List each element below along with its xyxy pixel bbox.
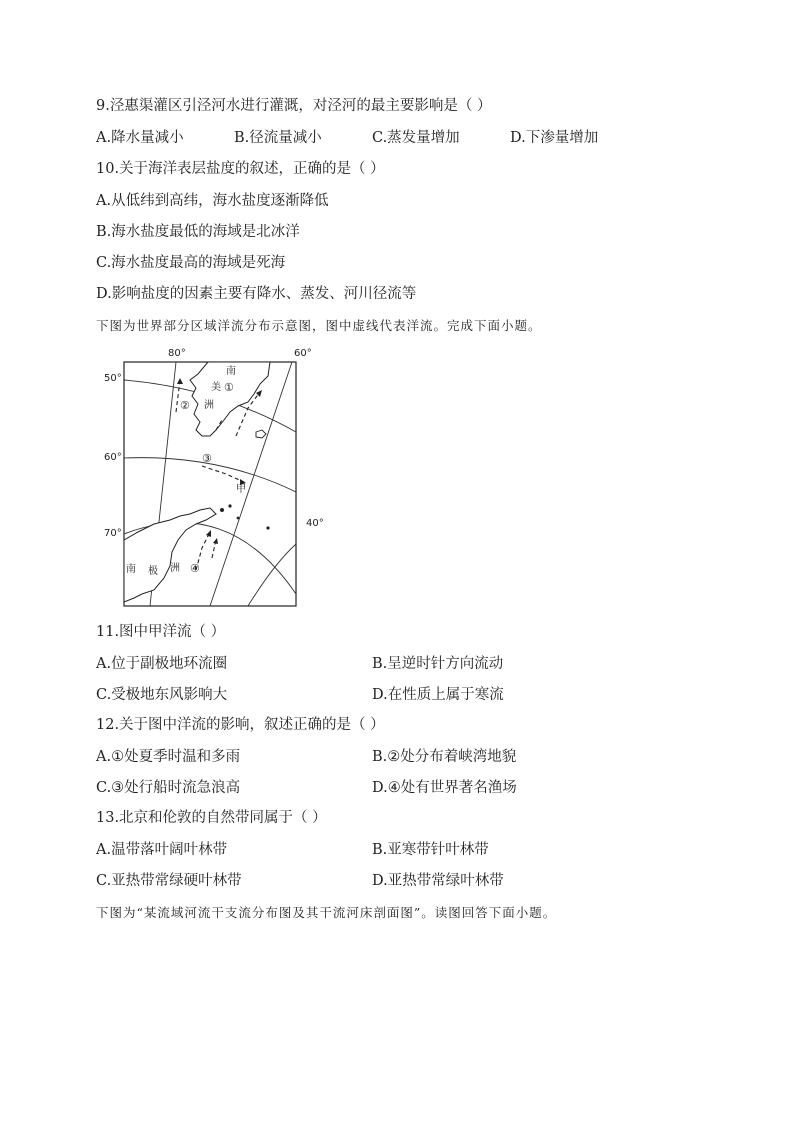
q12-option-c: C.③处行船时流急浪高 xyxy=(96,780,241,796)
jia-label: 甲 xyxy=(236,484,246,495)
q10-stem: 10.关于海洋表层盐度的叙述，正确的是（ ） xyxy=(96,161,385,177)
lat-label-50: 50° xyxy=(104,373,122,384)
q11-option-b: B.呈逆时针方向流动 xyxy=(372,656,504,672)
q9-option-a: A.降水量减小 xyxy=(96,130,184,146)
sa-label-zhou: 洲 xyxy=(204,400,214,411)
lat-label-60: 60° xyxy=(104,452,122,463)
q10-option-b: B.海水盐度最低的海域是北冰洋 xyxy=(96,224,300,240)
q9-stem: 9.泾惠渠灌区引泾河水进行灌溉，对泾河的最主要影响是（ ） xyxy=(96,98,492,114)
q13-stem: 13.北京和伦敦的自然带同属于（ ） xyxy=(96,810,327,826)
q11-stem: 11.图中甲洋流（ ） xyxy=(96,624,226,640)
q12-option-d: D.④处有世界著名渔场 xyxy=(372,780,517,796)
marker-3: ③ xyxy=(202,452,212,465)
island xyxy=(220,508,224,512)
lon-label-60: 60° xyxy=(294,348,312,359)
marker-1: ① xyxy=(224,381,234,394)
ocean-current-map xyxy=(98,344,330,612)
lat-label-70: 70° xyxy=(104,528,122,539)
q13-option-b: B.亚寒带针叶林带 xyxy=(372,842,489,858)
island xyxy=(237,517,240,520)
island xyxy=(266,526,269,529)
q11-option-c: C.受极地东风影响大 xyxy=(96,687,228,703)
lon-label-40: 40° xyxy=(306,518,324,529)
q10-option-a: A.从低纬到高纬，海水盐度逐渐降低 xyxy=(96,193,329,209)
island xyxy=(228,504,231,507)
q13-option-d: D.亚热带常绿叶林带 xyxy=(372,873,504,889)
an-label-ji: 极 xyxy=(148,566,158,577)
q13-option-c: C.亚热带常绿硬叶林带 xyxy=(96,873,242,889)
marker-4: ④ xyxy=(190,562,200,575)
an-label-zhou: 洲 xyxy=(170,563,180,574)
sa-label-nan: 南 xyxy=(226,366,236,377)
q12-stem: 12.关于图中洋流的影响，叙述正确的是（ ） xyxy=(96,717,385,733)
next-intro: 下图为“某流域河流干支流分布图及其干流河床剖面图”。读图回答下面小题。 xyxy=(96,905,557,920)
q9-option-c: C.蒸发量增加 xyxy=(372,130,460,146)
sa-label-mei: 美 xyxy=(211,382,221,393)
q10-option-d: D.影响盐度的因素主要有降水、蒸发、河川径流等 xyxy=(96,286,417,302)
map-intro: 下图为世界部分区域洋流分布示意图，图中虚线代表洋流。完成下面小题。 xyxy=(96,318,542,333)
lon-label-80: 80° xyxy=(168,348,186,359)
q9-option-d: D.下渗量增加 xyxy=(510,130,599,146)
q9-option-b: B.径流量减小 xyxy=(234,130,322,146)
an-label-nan: 南 xyxy=(126,564,136,575)
q12-option-a: A.①处夏季时温和多雨 xyxy=(96,749,241,765)
q13-option-a: A.温带落叶阔叶林带 xyxy=(96,842,228,858)
q10-option-c: C.海水盐度最高的海域是死海 xyxy=(96,255,286,271)
marker-2: ② xyxy=(180,399,190,412)
q11-option-a: A.位于副极地环流圈 xyxy=(96,656,228,672)
q12-option-b: B.②处分布着峡湾地貌 xyxy=(372,749,517,765)
q11-option-d: D.在性质上属于寒流 xyxy=(372,687,504,703)
